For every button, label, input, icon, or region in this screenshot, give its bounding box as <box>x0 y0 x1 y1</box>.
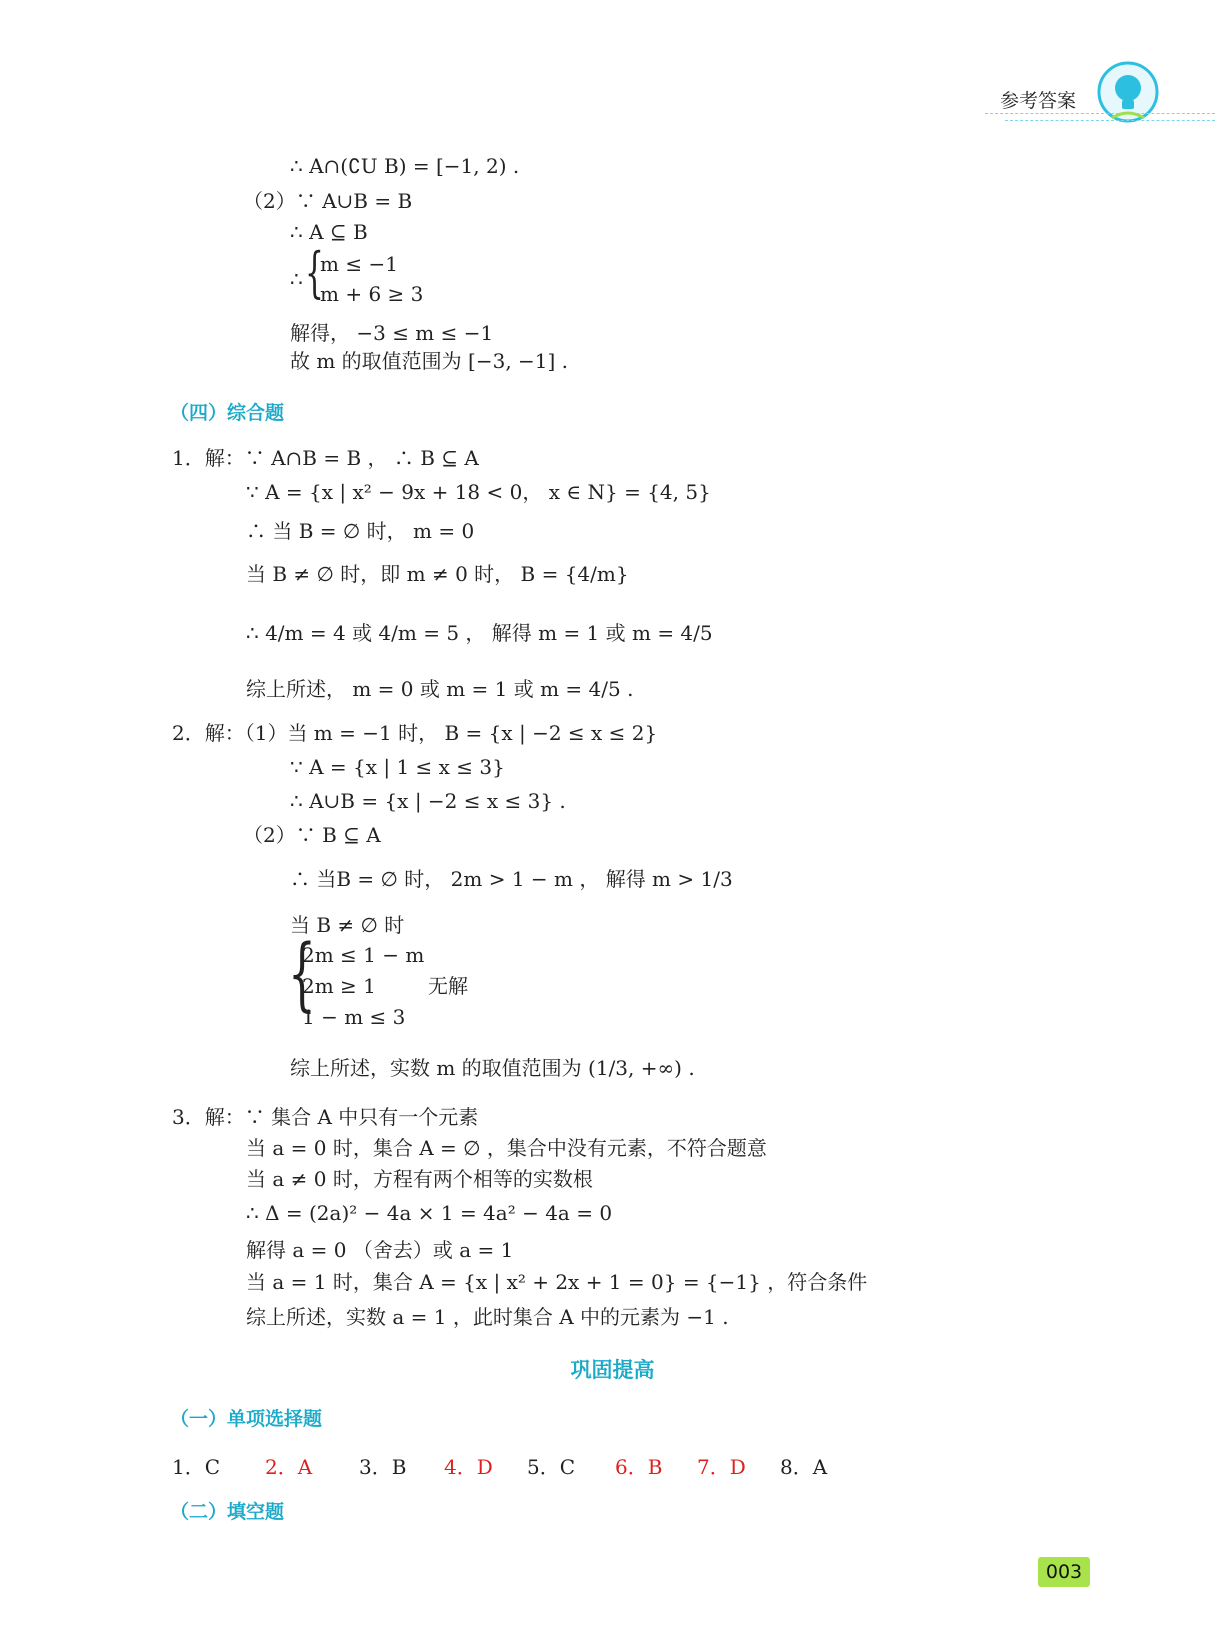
text-line: 1 − m ≤ 3 <box>302 1005 406 1029</box>
text-line: ∵ A = {x | 1 ≤ x ≤ 3} <box>290 755 505 779</box>
text-line: ∵ A = {x | x² − 9x + 18 < 0， x ∈ N} = {4, 5} <box>246 480 711 504</box>
lightbulb-icon <box>1086 60 1168 124</box>
text-line: ∴ <box>290 267 303 291</box>
text-line: ∴ 当 B = ∅ 时， m = 0 <box>246 519 475 543</box>
text-line: 无解 <box>428 974 468 998</box>
section-title: 巩固提高 <box>570 1358 655 1382</box>
text-line: （2）∵ A∪B = B <box>243 189 413 213</box>
text-line: 解得， −3 ≤ m ≤ −1 <box>290 321 494 345</box>
text-line: ∴ Δ = (2a)² − 4a × 1 = 4a² − 4a = 0 <box>246 1201 613 1225</box>
page-number: 003 <box>1038 1557 1090 1587</box>
text-line: ∴ A∪B = {x | −2 ≤ x ≤ 3} . <box>290 789 566 813</box>
text-line: 当 a ≠ 0 时，方程有两个相等的实数根 <box>246 1167 593 1191</box>
section-heading: （二）填空题 <box>170 1501 285 1523</box>
header-title: 参考答案 <box>1000 90 1077 112</box>
system-brace: { <box>305 241 324 304</box>
header-divider <box>1005 120 1215 121</box>
answer-item: 4．D <box>444 1455 493 1479</box>
text-line: 当 B ≠ ∅ 时 <box>290 913 405 937</box>
text-line: 3．解：∵ 集合 A 中只有一个元素 <box>172 1105 479 1129</box>
answer-item: 1．C <box>172 1455 221 1479</box>
text-line: 故 m 的取值范围为 [−3, −1] . <box>290 349 569 373</box>
text-line: ∴ A∩(∁U B) = [−1, 2) . <box>290 154 520 178</box>
answer-item: 5．C <box>527 1455 576 1479</box>
text-line: 当 a = 0 时，集合 A = ∅ ，集合中没有元素，不符合题意 <box>246 1136 767 1160</box>
answer-item: 8．A <box>780 1455 828 1479</box>
answer-item: 2．A <box>265 1455 313 1479</box>
text-line: 解得 a = 0 （舍去）或 a = 1 <box>246 1238 514 1262</box>
text-line: ∴ A ⊆ B <box>290 220 368 244</box>
section-heading: （四）综合题 <box>170 402 285 424</box>
answer-item: 7．D <box>697 1455 746 1479</box>
text-line: ∴ 当B = ∅ 时， 2m > 1 − m ， 解得 m > 1/3 <box>290 867 733 891</box>
system-brace: { <box>288 927 316 1020</box>
text-line: 综上所述， m = 0 或 m = 1 或 m = 4/5 . <box>246 677 634 701</box>
text-line: 2m ≥ 1 <box>302 974 376 998</box>
text-line: m + 6 ≥ 3 <box>320 282 424 306</box>
text-line: 1．解：∵ A∩B = B ， ∴ B ⊆ A <box>172 446 479 470</box>
text-line: 综上所述，实数 a = 1 ，此时集合 A 中的元素为 −1 . <box>246 1305 729 1329</box>
header-divider <box>985 113 1215 114</box>
text-line: 2．解：（1）当 m = −1 时， B = {x | −2 ≤ x ≤ 2} <box>172 721 658 745</box>
answer-item: 6．B <box>615 1455 663 1479</box>
text-line: 当 B ≠ ∅ 时，即 m ≠ 0 时， B = {4/m} <box>246 562 629 586</box>
text-line: ∴ 4/m = 4 或 4/m = 5 ， 解得 m = 1 或 m = 4/5 <box>246 621 713 645</box>
text-line: m ≤ −1 <box>320 252 398 276</box>
answer-item: 3．B <box>359 1455 407 1479</box>
section-heading: （一）单项选择题 <box>170 1408 323 1430</box>
text-line: 2m ≤ 1 − m <box>302 943 425 967</box>
text-line: 综上所述，实数 m 的取值范围为 (1/3, +∞) . <box>290 1056 695 1080</box>
text-line: （2）∵ B ⊆ A <box>243 823 381 847</box>
text-line: 当 a = 1 时，集合 A = {x | x² + 2x + 1 = 0} = {−1} ，符合条件 <box>246 1270 868 1294</box>
